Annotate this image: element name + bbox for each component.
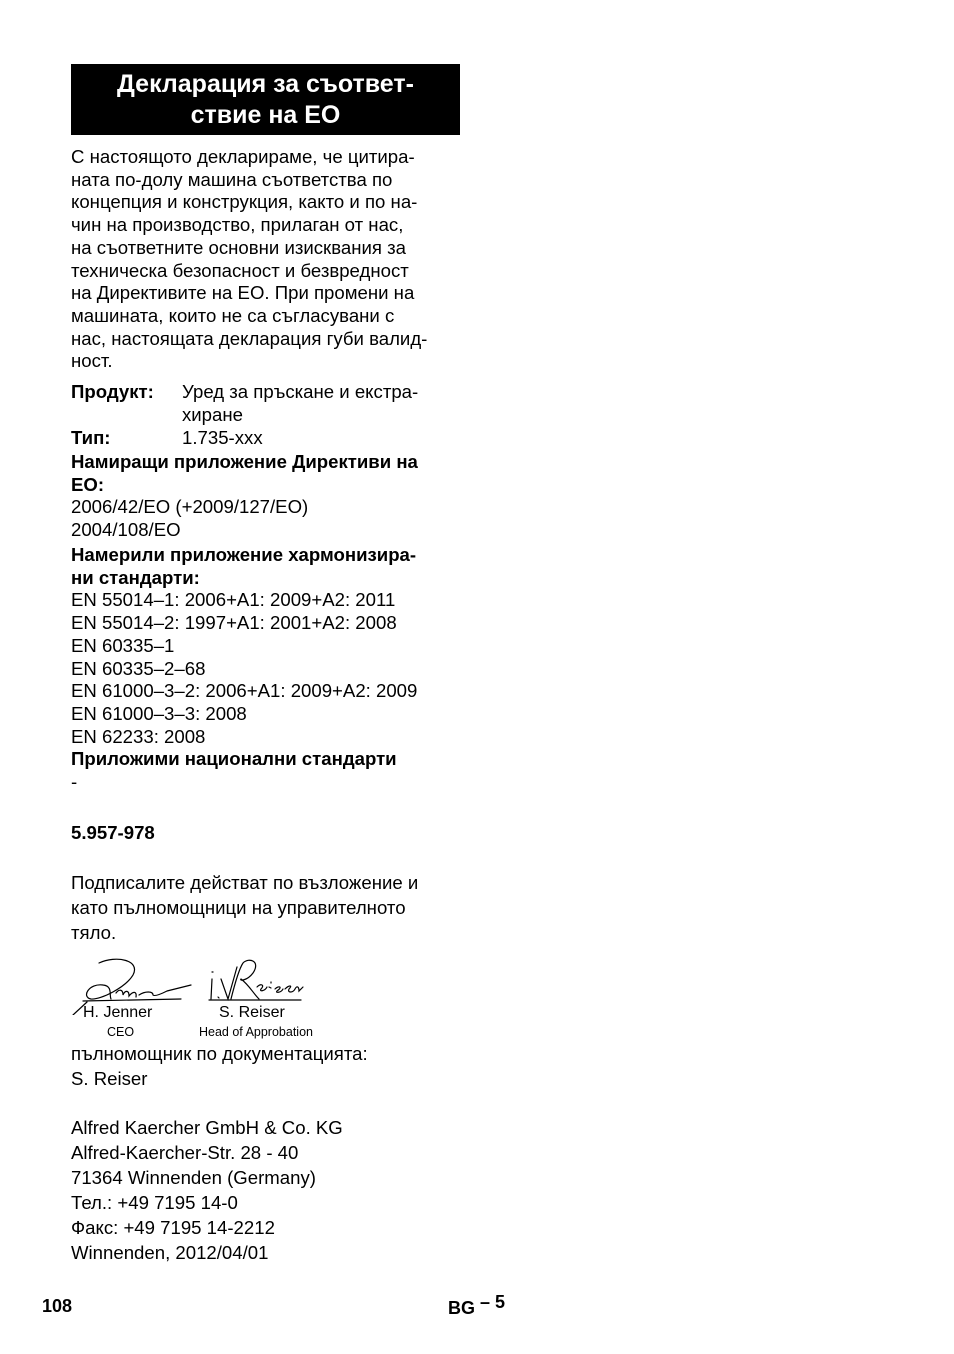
footer-dash: – <box>480 1292 491 1312</box>
footer-section-number: 5 <box>495 1292 506 1312</box>
page-title-line-2: ствие на ЕО <box>190 100 341 129</box>
address-block <box>71 1115 461 1265</box>
representative-label: пълномощник по документацията: <box>71 1043 368 1064</box>
standard-item: EN 55014–2: 1997+A1: 2001+A2: 2008 <box>71 612 397 634</box>
signatures-block <box>71 955 341 1045</box>
representative-block <box>71 1041 461 1091</box>
intro-line: концепция и конструкция, както и по на- <box>71 191 418 213</box>
signatories-line: тяло. <box>71 922 117 943</box>
standard-item: EN 61000–3–3: 2008 <box>71 702 247 724</box>
product-row <box>71 380 471 426</box>
type-value-text: 1.735-xxx <box>182 427 263 448</box>
address-line: Alfred Kaercher GmbH & Co. KG <box>71 1117 343 1138</box>
signatory-right-role: Head of Approbation <box>199 1025 313 1039</box>
intro-line: машината, които не са съгласувани с <box>71 304 395 326</box>
standard-item: EN 55014–1: 2006+A1: 2009+A2: 2011 <box>71 589 396 611</box>
signatory-left-name: H. Jenner <box>83 1004 153 1021</box>
type-row <box>71 426 471 449</box>
intro-line: на съответните основни изисквания за <box>71 236 406 258</box>
national-standards-heading: Приложими национални стандарти <box>71 748 397 770</box>
signatories-paragraph <box>71 870 461 945</box>
intro-line: ната по-долу машина съответства по <box>71 168 393 190</box>
declaration-title-box <box>71 64 460 135</box>
intro-line: С настоящото декларираме, че цитира- <box>71 146 415 167</box>
address-line: Winnenden, 2012/04/01 <box>71 1242 269 1263</box>
intro-line: чин на производство, прилаган от нас, <box>71 214 404 236</box>
standard-item: EN 60335–2–68 <box>71 657 206 679</box>
signatory-right-name: S. Reiser <box>219 1004 285 1021</box>
signatories-line: Подписалите действат по възложение и <box>71 872 419 893</box>
intro-paragraph <box>71 146 461 373</box>
directives-heading-line-1: Намиращи приложение Директиви на <box>71 451 418 472</box>
product-value <box>182 380 418 426</box>
footer-section-label <box>448 1292 506 1319</box>
national-standards-value: - <box>71 771 78 793</box>
signatories-line: като пълномощници на управителното <box>71 897 406 918</box>
page-title <box>117 69 414 131</box>
intro-line: на Директивите на ЕО. При промени на <box>71 282 415 304</box>
address-line: Факс: +49 7195 14-2212 <box>71 1217 275 1238</box>
type-value <box>182 426 263 449</box>
address-line: 71364 Winnenden (Germany) <box>71 1167 316 1188</box>
document-number: 5.957-978 <box>71 822 155 843</box>
directive-item: 2004/108/ЕО <box>71 519 181 541</box>
product-label: Продукт: <box>71 381 154 402</box>
standards-heading-line-1: Намерили приложение хармонизира- <box>71 544 417 565</box>
directives-section <box>71 451 471 542</box>
intro-line: нас, настоящата декларация губи валид- <box>71 327 428 349</box>
type-label: Тип: <box>71 427 111 448</box>
representative-name: S. Reiser <box>71 1068 148 1089</box>
signature-reiser-graphic <box>209 960 303 1000</box>
address-line: Alfred-Kaercher-Str. 28 - 40 <box>71 1142 299 1163</box>
standards-section <box>71 544 471 794</box>
intro-line: техническа безопасност и безвредност <box>71 259 409 281</box>
product-value-line-2: хиране <box>182 404 243 425</box>
page-title-line-1: Декларация за съответ- <box>117 69 414 98</box>
standard-item: EN 60335–1 <box>71 634 175 656</box>
standard-item: EN 61000–3–2: 2006+A1: 2009+A2: 2009 <box>71 680 418 702</box>
standard-item: EN 62233: 2008 <box>71 725 206 747</box>
product-value-line-1: Уред за пръскане и екстра- <box>182 381 419 402</box>
signatory-left-role: CEO <box>107 1025 135 1039</box>
directives-heading-line-2: ЕО: <box>71 473 105 495</box>
address-line: Тел.: +49 7195 14-0 <box>71 1192 238 1213</box>
intro-line: ност. <box>71 350 113 372</box>
standards-heading-line-2: ни стандарти: <box>71 566 200 588</box>
directive-item: 2006/42/ЕО (+2009/127/ЕО) <box>71 496 309 518</box>
footer-language: BG <box>448 1298 475 1318</box>
product-row-wrapper <box>71 380 471 449</box>
page-number: 108 <box>42 1296 73 1316</box>
document-number-block <box>71 822 461 845</box>
